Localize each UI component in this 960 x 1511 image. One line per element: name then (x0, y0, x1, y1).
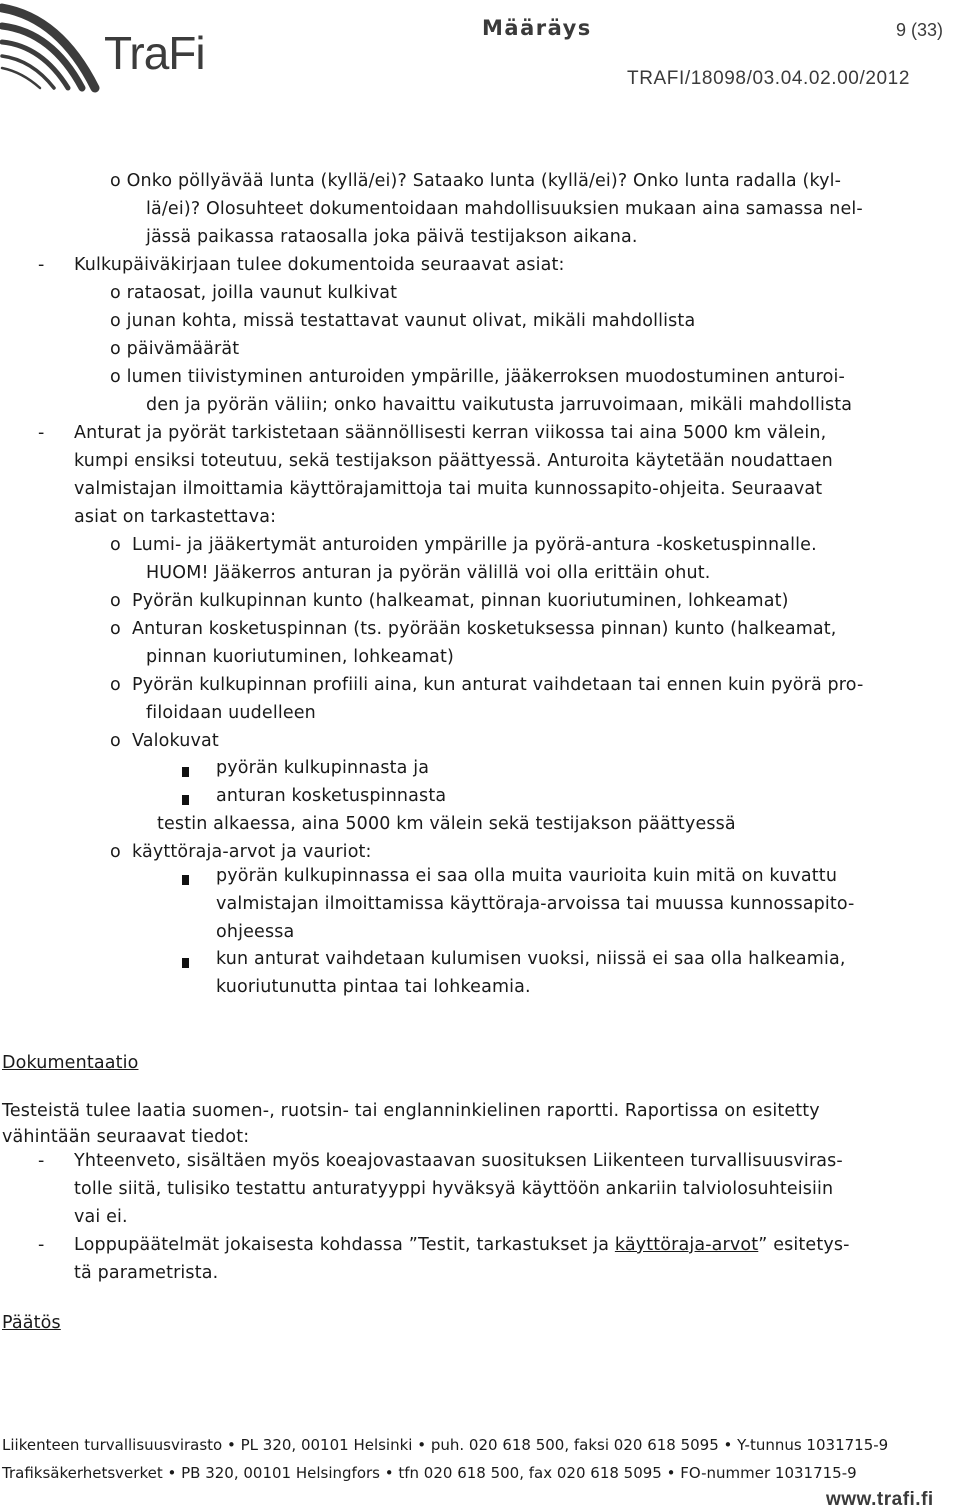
square-bullet-icon (182, 762, 189, 781)
list-dash: - (38, 255, 45, 275)
photo-subitem-2: anturan kosketuspinnasta (216, 786, 447, 806)
logbook-item-4-line-1: o lumen tiivistyminen anturoiden ympärille, jääkerroksen muodostuminen anturoi- (110, 367, 845, 387)
list-bullet-o: o (110, 619, 121, 639)
document-type-title: Määräys (482, 16, 592, 40)
website-link[interactable]: www.trafi.fi (826, 1489, 934, 1510)
weather-line-2: lä/ei)? Olosuhteet dokumentoidaan mahdollisuuksien mukaan aina samassa nel- (146, 199, 863, 219)
logbook-item-1: o rataosat, joilla vaunut kulkivat (110, 283, 398, 303)
weather-line-3: jässä paikassa rataosalla joka päivä testijakson aikana. (146, 227, 638, 247)
documentation-line-2: vähintään seuraavat tiedot: (2, 1127, 250, 1147)
limit-values-link[interactable]: käyttöraja-arvot (614, 1235, 759, 1255)
list-bullet-o: o (110, 675, 121, 695)
conclusions-text-end: ” esitetys- (758, 1235, 850, 1255)
logbook-item-2: o junan kohta, missä testattavat vaunut olivat, mikäli mahdollista (110, 311, 696, 331)
logbook-heading: Kulkupäiväkirjaan tulee dokumentoida seuraavat asiat: (74, 255, 565, 275)
list-dash: - (38, 1235, 45, 1255)
page-number: 9 (33) (896, 20, 944, 40)
section-heading-documentation: Dokumentaatio (2, 1053, 139, 1073)
limit-subitem-1-line-3: ohjeessa (216, 922, 295, 942)
trafi-logo (0, 0, 225, 100)
photo-timing: testin alkaessa, aina 5000 km välein sekä testijakson päättyessä (157, 814, 736, 834)
list-dash: - (38, 423, 45, 443)
conclusions-text-start: Loppupäätelmät jokaisesta kohdassa ”Testit, tarkastukset ja (74, 1235, 615, 1255)
document-reference: TRAFI/18098/03.04.02.00/2012 (627, 68, 910, 89)
conclusions-line-2: tä parametrista. (74, 1263, 219, 1283)
check-item-6: käyttöraja-arvot ja vauriot: (132, 842, 372, 862)
section-heading-decision: Päätös (2, 1313, 61, 1333)
square-bullet-icon (182, 953, 189, 972)
square-bullet-icon (182, 870, 189, 889)
limit-subitem-1-line-1: pyörän kulkupinnassa ei saa olla muita vaurioita kuin mitä on kuvattu (216, 866, 838, 886)
check-item-2: Pyörän kulkupinnan kunto (halkeamat, pinnan kuoriutuminen, lohkeamat) (132, 591, 789, 611)
list-bullet-o: o (110, 591, 121, 611)
logbook-item-3: o päivämäärät (110, 339, 240, 359)
summary-line-1: Yhteenveto, sisältäen myös koeajovastaavan suosituksen Liikenteen turvallisuusviras- (74, 1151, 843, 1171)
check-item-3-line-1: Anturan kosketuspinnan (ts. pyörään kosketuksessa pinnan) kunto (halkeamat, (132, 619, 837, 639)
check-item-4-line-2: filoidaan uudelleen (146, 703, 316, 723)
list-bullet-o: o (110, 731, 121, 751)
logo-text: TraFi (104, 27, 205, 79)
check-item-4-line-1: Pyörän kulkupinnan profiili aina, kun anturat vaihdetaan tai ennen kuin pyörä pro- (132, 675, 864, 695)
square-bullet-icon (182, 790, 189, 809)
limit-subitem-1-line-2: valmistajan ilmoittamissa käyttöraja-arvoissa tai muussa kunnossapito- (216, 894, 855, 914)
check-item-3-line-2: pinnan kuoriutuminen, lohkeamat) (146, 647, 454, 667)
list-bullet-o: o (110, 535, 121, 555)
check-item-1-line-2: HUOM! Jääkerros anturan ja pyörän välillä voi olla erittäin ohut. (146, 563, 711, 583)
list-bullet-o: o (110, 842, 121, 862)
logbook-item-4-line-2: den ja pyörän väliin; onko havaittu vaikutusta jarruvoimaan, mikäli mahdollista (146, 395, 853, 415)
footer-line-sv: Trafiksäkerhetsverket • PB 320, 00101 Helsingfors • tfn 020 618 500, fax 020 618 5095 • FO-nummer 1031715-9 (2, 1464, 857, 1482)
conclusions-line-1 (74, 1235, 850, 1255)
list-dash: - (38, 1151, 45, 1171)
documentation-line-1: Testeistä tulee laatia suomen-, ruotsin- tai englanninkielinen raportti. Raportissa on esitetty (2, 1101, 820, 1121)
limit-subitem-2-line-1: kun anturat vaihdetaan kulumisen vuoksi, niissä ei saa olla halkeamia, (216, 949, 846, 969)
check-item-1-line-1: Lumi- ja jääkertymät anturoiden ympärille ja pyörä-antura -kosketuspinnalle. (132, 535, 817, 555)
summary-line-3: vai ei. (74, 1207, 128, 1227)
weather-line-1: o Onko pöllyävää lunta (kyllä/ei)? Sataako lunta (kyllä/ei)? Onko lunta radalla (kyl- (110, 171, 842, 191)
inspection-line-3: valmistajan ilmoittamia käyttörajamittoja tai muita kunnossapito-ohjeita. Seuraavat (74, 479, 823, 499)
inspection-line-2: kumpi ensiksi toteutuu, sekä testijakson päättyessä. Anturoita käytetään noudattaen (74, 451, 833, 471)
inspection-line-1: Anturat ja pyörät tarkistetaan säännöllisesti kerran viikossa tai aina 5000 km välein, (74, 423, 827, 443)
inspection-line-4: asiat on tarkastettava: (74, 507, 277, 527)
limit-subitem-2-line-2: kuoriutunutta pintaa tai lohkeamia. (216, 977, 531, 997)
check-item-5: Valokuvat (132, 731, 219, 751)
footer-line-fi: Liikenteen turvallisuusvirasto • PL 320, 00101 Helsinki • puh. 020 618 500, faksi 020 618 5095 • Y-tunnus 1031715-9 (2, 1436, 889, 1454)
photo-subitem-1: pyörän kulkupinnasta ja (216, 758, 430, 778)
summary-line-2: tolle siitä, tulisiko testattu anturatyyppi hyväksyä käyttöön ankariin talviolosuhteisiin (74, 1179, 834, 1199)
